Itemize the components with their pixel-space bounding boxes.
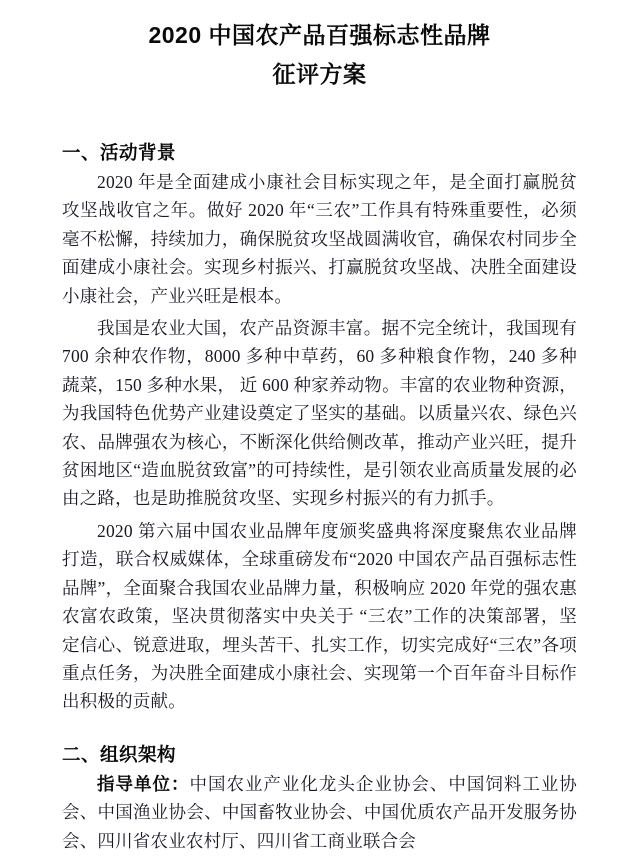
background-paragraph-3: 2020 第六届中国农业品牌年度颁奖盛典将深度聚焦农业品牌打造，联合权威媒体，全球重磅发布“2020 中国农产品百强标志性品牌”，全面聚合我国农业品牌力量，积极响应 2020 年党的强农惠农富农政策，坚决贯彻落实中央关于 “三农”工作的决策部署，坚定信心、锐意进取，埋头苦干、扎实工作，切实完成好“三农”各项重点任务，为决胜全面建成小康社会、实现第一个百年奋斗目标作出积极的贡献。 <box>62 520 577 712</box>
background-paragraph-2: 我国是农业大国，农产品资源丰富。据不完全统计，我国现有 700 余种农作物，8000 多种中草药，60 多种粮食作物，240 多种蔬菜，150 多种水果， 近 600 种家养动物。丰富的农业物种资源，为我国特色优势产业建设奠定了坚实的基础。以质量兴农、绿色兴农、品牌强农为核心，不断深化供给侧改革，推动产业兴旺，提升贫困地区“造血脱贫致富”的可持续性，是引领农业高质量发展的必由之路，也是助推脱贫攻坚、实现乡村振兴的有力抓手。 <box>62 318 577 509</box>
document-title-line1: 2020 中国农产品百强标志性品牌 <box>148 22 491 48</box>
guiding-units-list: 中国农业产业化龙头企业协会、中国饲料工业协会、中国渔业协会、中国畜牧业协会、中国优质农产品开发服务协会、四川省农业农村厅、四川省工商业联合会 <box>62 773 578 851</box>
background-paragraph-1: 2020 年是全面建成小康社会目标实现之年，是全面打赢脱贫攻坚战收官之年。做好 2020 年“三农”工作具有特殊重要性，必须毫不松懈，持续加力，确保脱贫攻坚战圆满收官，确保农村同步全面建成小康社会。实现乡村振兴、打赢脱贫攻坚战、决胜全面建设小康社会，产业兴旺是根本。 <box>62 172 577 306</box>
section-2-heading: 二、组织架构 <box>62 743 177 765</box>
document-title <box>62 16 577 94</box>
section-1-heading: 一、活动背景 <box>62 142 177 163</box>
section-activity-background <box>62 140 577 716</box>
document-title-line2: 征评方案 <box>272 61 367 87</box>
guiding-units-paragraph <box>62 770 577 855</box>
guiding-units-label: 指导单位： <box>97 773 190 794</box>
section-organization-structure <box>62 742 577 855</box>
